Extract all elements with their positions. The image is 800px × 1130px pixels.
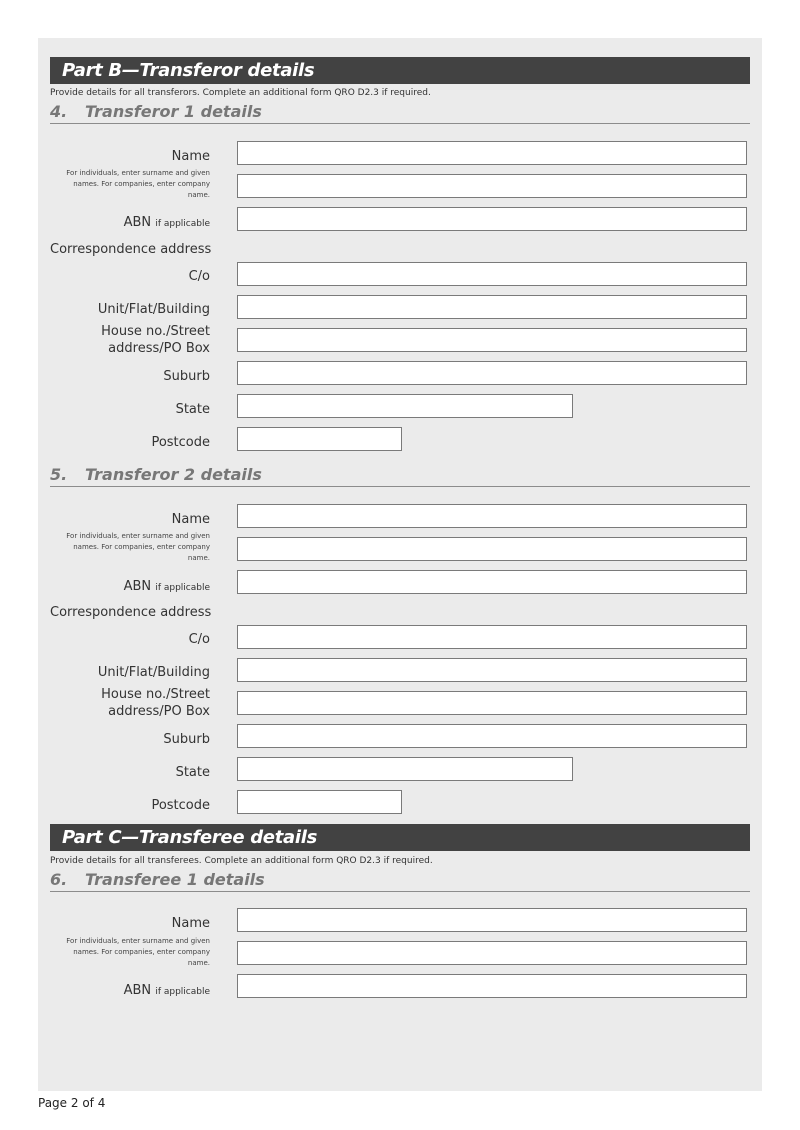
transferee-1-number: 6. [50,870,68,889]
transferor-2-number: 5. [50,465,68,484]
transferor-1-unit-field[interactable] [237,295,747,319]
transferor-2-postcode-label: Postcode [151,798,210,813]
transferee-1-title: Transferee 1 details [85,870,265,889]
transferor-2-co-field[interactable] [237,625,747,649]
abn-text: ABN [123,579,152,594]
transferor-2-postcode-field[interactable] [237,790,402,814]
transferee-1-name-field-1[interactable] [237,908,747,932]
transferor-2-name-field-1[interactable] [237,504,747,528]
transferor-1-name-label: Name [171,149,210,164]
abn-suffix: if applicable [155,583,210,593]
street-label-line-1: House no./Street [101,687,210,702]
transferor-2-heading [50,466,750,487]
transferor-2-abn-field[interactable] [237,570,747,594]
transferor-1-abn-field[interactable] [237,207,747,231]
transferor-2-street-field[interactable] [237,691,747,715]
transferor-2-title: Transferor 2 details [85,465,262,484]
part-b-heading: Part B—Transferor details [50,57,750,84]
transferee-1-name-hint: For individuals, enter surname and given names. For companies, enter company name. [66,937,210,967]
part-b-intro: Provide details for all transferors. Complete an additional form QRO D2.3 if required. [50,88,431,98]
transferor-1-street-field[interactable] [237,328,747,352]
transferor-2-suburb-label: Suburb [163,732,210,747]
transferor-1-unit-label: Unit/Flat/Building [97,302,210,317]
page-number: Page 2 of 4 [38,1096,106,1110]
transferor-1-title: Transferor 1 details [85,102,262,121]
transferee-1-name-label: Name [171,916,210,931]
transferee-1-heading [50,871,750,892]
abn-suffix: if applicable [155,219,210,229]
transferor-2-state-label: State [175,765,210,780]
transferor-1-name-hint: For individuals, enter surname and given names. For companies, enter company name. [66,169,210,199]
transferor-2-unit-field[interactable] [237,658,747,682]
street-label-line-1: House no./Street [101,324,210,339]
street-label-line-2: address/PO Box [108,704,210,719]
abn-suffix: if applicable [155,987,210,997]
transferor-2-suburb-field[interactable] [237,724,747,748]
part-c-heading: Part C—Transferee details [50,824,750,851]
abn-text: ABN [123,215,152,230]
transferor-2-co-label: C/o [188,632,210,647]
transferor-1-suburb-label: Suburb [163,369,210,384]
transferor-2-state-field[interactable] [237,757,573,781]
transferee-1-abn-label [124,983,210,1000]
transferor-1-street-label [50,323,210,357]
transferor-1-co-field[interactable] [237,262,747,286]
transferor-1-name-field-1[interactable] [237,141,747,165]
abn-text: ABN [123,983,152,998]
transferor-2-unit-label: Unit/Flat/Building [97,665,210,680]
transferor-1-suburb-field[interactable] [237,361,747,385]
transferor-2-name-label: Name [171,512,210,527]
part-c-intro: Provide details for all transferees. Complete an additional form QRO D2.3 if required. [50,856,433,866]
transferee-1-abn-field[interactable] [237,974,747,998]
transferor-1-postcode-label: Postcode [151,435,210,450]
transferor-1-name-field-2[interactable] [237,174,747,198]
transferor-1-correspondence-label: Correspondence address [50,242,212,257]
transferor-1-postcode-field[interactable] [237,427,402,451]
transferor-1-state-label: State [175,402,210,417]
transferor-1-abn-label [124,215,210,232]
transferor-1-co-label: C/o [188,269,210,284]
transferor-1-state-field[interactable] [237,394,573,418]
transferor-1-heading [50,103,750,124]
transferor-2-name-hint: For individuals, enter surname and given names. For companies, enter company name. [66,532,210,562]
transferor-2-correspondence-label: Correspondence address [50,605,212,620]
transferee-1-name-field-2[interactable] [237,941,747,965]
transferor-2-abn-label [124,579,210,596]
transferor-1-number: 4. [50,102,68,121]
street-label-line-2: address/PO Box [108,341,210,356]
transferor-2-name-field-2[interactable] [237,537,747,561]
transferor-2-street-label [50,686,210,720]
